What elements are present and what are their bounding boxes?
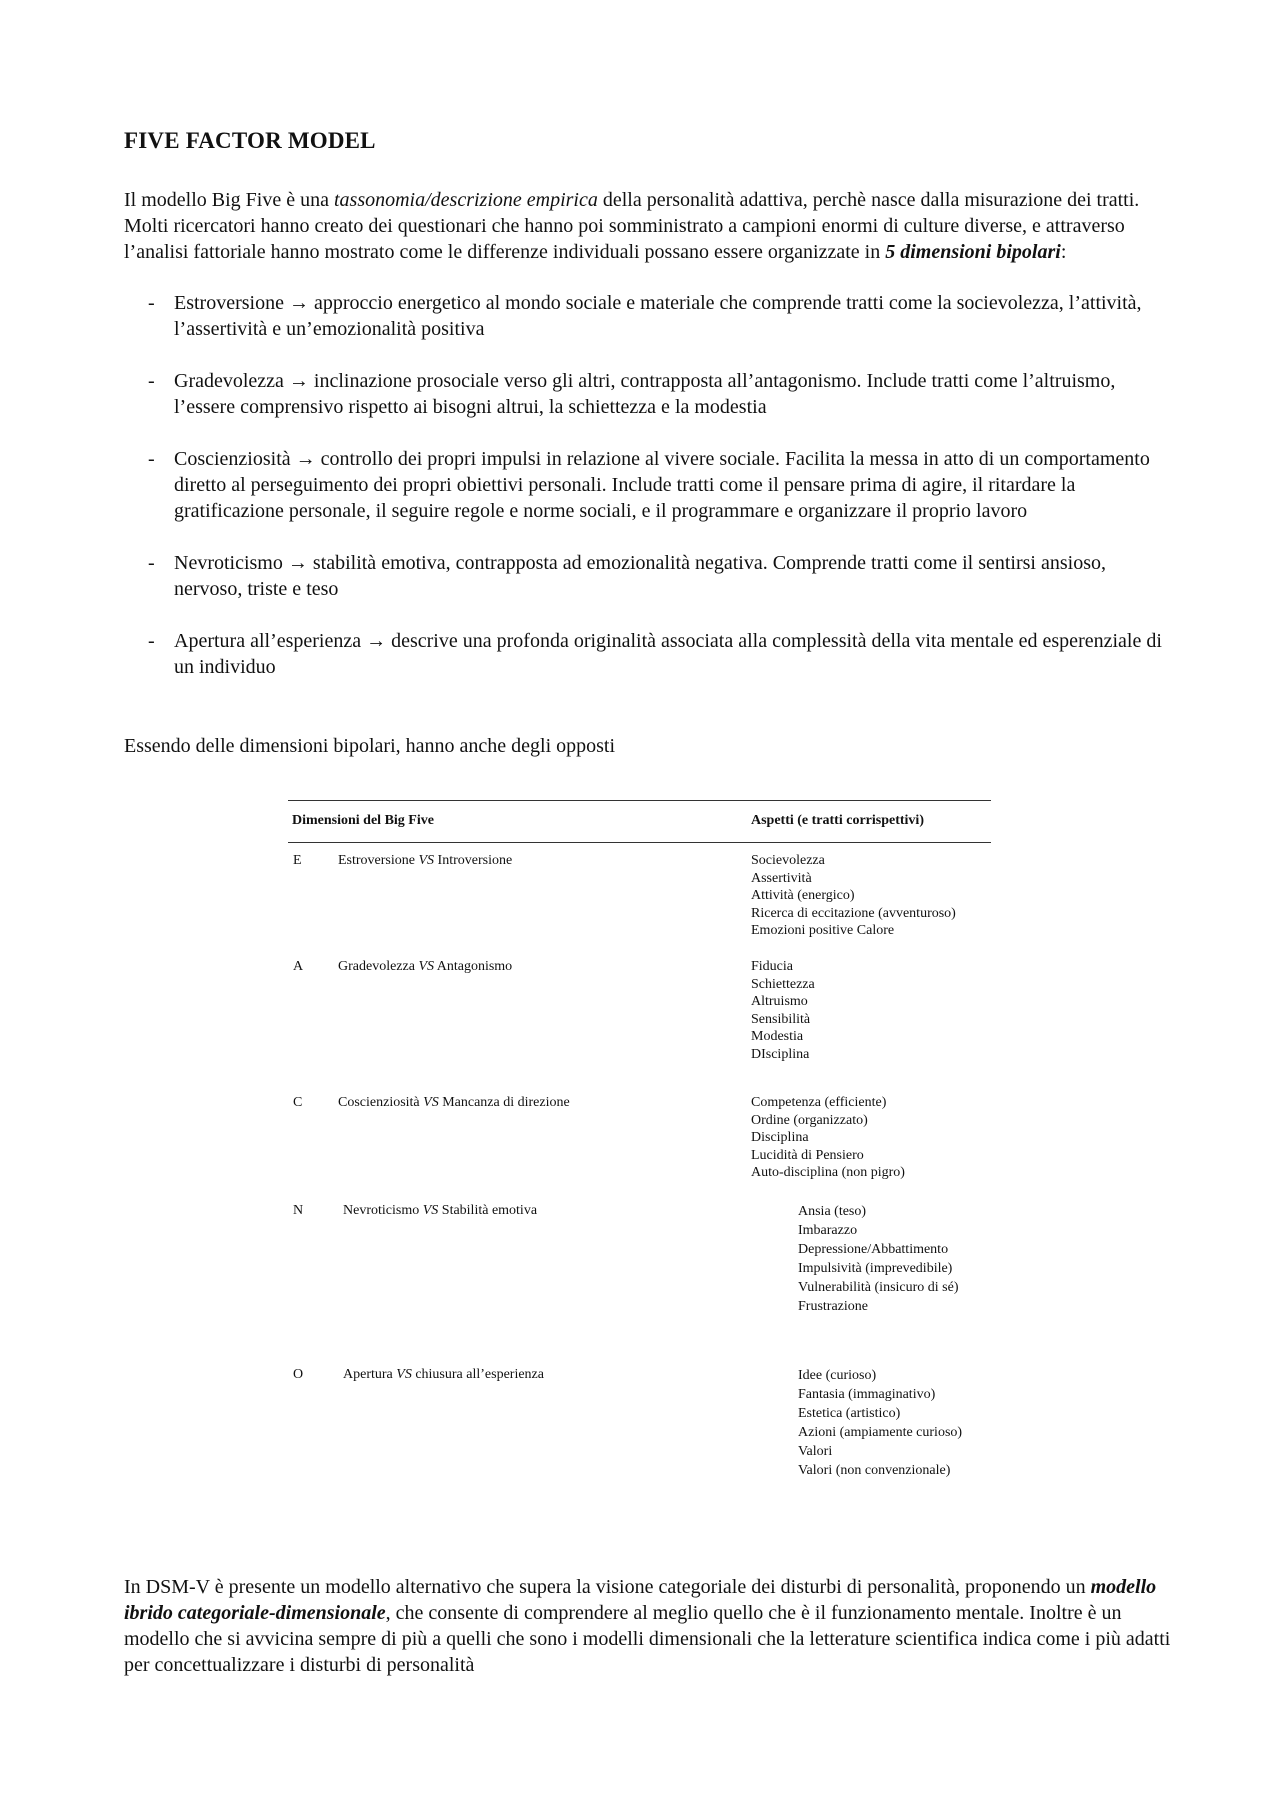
aspect-item: Fiducia (751, 959, 793, 974)
intro-italic-term: tassonomia/descrizione empirica (333, 189, 598, 211)
aspect-item: Imbarazzo (798, 1223, 858, 1238)
dash-marker: - (148, 448, 155, 470)
dash-marker: - (148, 370, 155, 392)
row-letter: C (293, 1095, 303, 1110)
list-item-text: Nevroticismo → stabilità emotiva, contrapposta ad emozionalità negativa. Comprende tratti come il sentirsi ansioso, nervoso, triste e teso (174, 552, 1106, 600)
aspect-item: Ansia (teso) (798, 1204, 867, 1219)
list-item-apertura (124, 628, 1174, 680)
dash-marker: - (148, 630, 155, 652)
aspect-item: Emozioni positive Calore (751, 923, 895, 938)
dash-marker: - (148, 292, 155, 314)
closing-bold-term: modello ibrido categoriale-dimensionale (124, 1576, 1157, 1624)
aspect-item: Impulsività (imprevedibile) (798, 1261, 953, 1276)
row-letter: O (293, 1367, 304, 1382)
aspect-item: Azioni (ampiamente curioso) (798, 1425, 963, 1440)
aspect-item: Modestia (751, 1029, 804, 1044)
intro-bold-term: 5 dimensioni bipolari (885, 241, 1061, 263)
row-aspects (798, 1202, 959, 1316)
intro-paragraph (124, 187, 1174, 265)
list-item-text: Apertura all’esperienza → descrive una profonda originalità associata alla complessità della vita mentale ed esperenziale di un individuo (174, 630, 1162, 678)
list-item-text: Estroversione → approccio energetico al mondo sociale e materiale che comprende tratti come la socievolezza, l’attività, l’assertività e un’emozionalità positiva (174, 292, 1142, 340)
row-aspects (751, 958, 815, 1063)
row-dimension: Coscienziosità VS Mancanza di direzione (338, 1095, 570, 1110)
aspect-item: Frustrazione (798, 1299, 868, 1314)
table-header-dimensions: Dimensioni del Big Five (292, 813, 434, 828)
aspect-item: Attività (energico) (751, 888, 855, 903)
aspect-item: Auto-disciplina (non pigro) (751, 1165, 905, 1180)
aspect-item: Idee (curioso) (798, 1368, 877, 1383)
list-item-coscienziosita (124, 446, 1174, 524)
summary-sentence: Essendo delle dimensioni bipolari, hanno anche degli opposti (124, 735, 616, 757)
aspect-item: Ordine (organizzato) (751, 1112, 868, 1128)
row-letter: N (293, 1203, 304, 1218)
aspect-item: DIsciplina (751, 1046, 810, 1062)
table-top-rule (288, 800, 991, 801)
row-dimension: Nevroticismo VS Stabilità emotiva (343, 1203, 538, 1218)
row-dimension: Gradevolezza VS Antagonismo (338, 959, 513, 974)
intro-text-1: Il modello Big Five è una (124, 189, 334, 211)
aspect-item: Depressione/Abbattimento (798, 1242, 949, 1257)
big-five-table (288, 800, 991, 1480)
aspect-item: Vulnerabilità (insicuro di sé) (798, 1280, 959, 1295)
aspect-item: Lucidità di Pensiero (751, 1147, 864, 1163)
intro-text-3: : (1060, 241, 1067, 263)
aspect-item: Fantasia (immaginativo) (798, 1387, 936, 1402)
aspect-item: Competenza (efficiente) (751, 1095, 887, 1110)
aspect-item: Ricerca di eccitazione (avventuroso) (751, 905, 956, 921)
list-item-estroversione (124, 290, 1174, 342)
aspect-item: Sensibilità (751, 1011, 811, 1027)
row-letter: A (293, 959, 304, 974)
row-aspects (751, 1094, 905, 1182)
dimension-list (124, 290, 1174, 706)
row-dimension: Estroversione VS Introversione (338, 853, 513, 868)
aspect-item: Estetica (artistico) (798, 1406, 901, 1421)
aspect-item: Valori (798, 1444, 833, 1459)
list-item-gradevolezza (124, 368, 1174, 420)
closing-text-2: , che consente di comprendere al meglio quello che è il funzionamento mentale. Inoltre è un modello che si avvicina sempre di più a quelli che sono i modelli dimensionali che la letterature scientifica indica come i più adatti per concettualizzare i disturbi di personalità (124, 1602, 1171, 1676)
table-header-aspects: Aspetti (e tratti corrispettivi) (751, 813, 924, 828)
aspect-item: Disciplina (751, 1130, 809, 1145)
aspect-item: Altruismo (751, 994, 808, 1009)
aspect-item: Assertività (751, 870, 812, 886)
row-aspects (751, 852, 956, 940)
aspect-item: Valori (non convenzionale) (798, 1463, 951, 1478)
list-item-text: Coscienziosità → controllo dei propri impulsi in relazione al vivere sociale. Facilita la messa in atto di un comportamento diretto al perseguimento dei propri obiettivi personali. Include tratti come il pensare prima di agire, il ritardare la gratificazione personale, il seguire regole e norme sociali, e il programmare e organizzare il proprio lavoro (174, 448, 1150, 522)
dash-marker: - (148, 552, 155, 574)
row-letter: E (293, 853, 302, 868)
row-aspects (798, 1366, 962, 1480)
intro-text-2: della personalità adattiva, perchè nasce dalla misurazione dei tratti. Molti ricercatori hanno creato dei questionari che hanno poi somministrato a campioni enormi di culture diverse, e attraverso l’analisi fattoriale hanno mostrato come le differenze individuali possano essere organizzate in (124, 189, 1140, 263)
list-item-text: Gradevolezza → inclinazione prosociale verso gli altri, contrapposta all’antagonismo. Include tratti come l’altruismo, l’essere comprensivo rispetto ai bisogni altrui, la schiettezza e la modestia (174, 370, 1116, 418)
aspect-item: Schiettezza (751, 976, 815, 992)
row-dimension: Apertura VS chiusura all’esperienza (343, 1367, 544, 1382)
table-header-rule (288, 842, 991, 843)
aspect-item: Socievolezza (751, 853, 825, 868)
closing-paragraph (124, 1574, 1174, 1678)
page-title: FIVE FACTOR MODEL (124, 128, 376, 153)
closing-text-1: In DSM-V è presente un modello alternativo che supera la visione categoriale dei disturbi di personalità, proponendo un (124, 1576, 1091, 1598)
list-item-nevroticismo (124, 550, 1174, 602)
